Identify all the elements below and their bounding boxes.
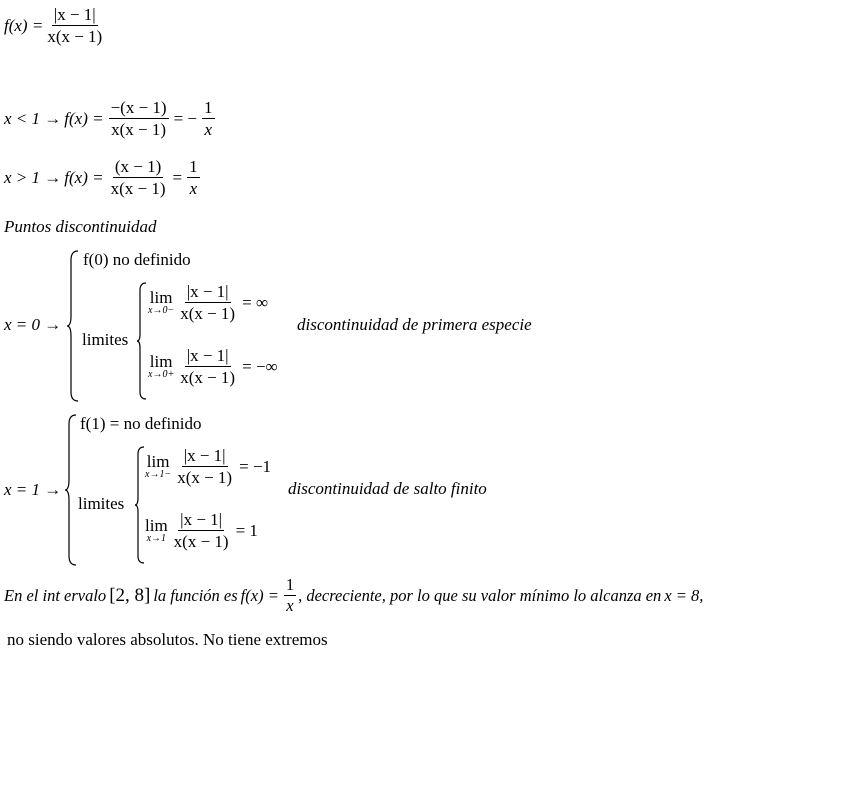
conclusion-part1: En el int ervalo (4, 586, 107, 606)
case1-lim1 (145, 453, 171, 480)
lim-word: lim (145, 516, 168, 536)
case1-lim2-fraction (172, 510, 231, 552)
numerator: |x − 1| (183, 446, 226, 465)
eq2-numerator: (x − 1) (114, 157, 162, 176)
case-x-less-1 (4, 98, 217, 140)
case0-lim2 (148, 353, 174, 380)
numerator: |x − 1| (186, 346, 229, 365)
case1-lim2-result: = 1 (235, 520, 258, 540)
eq0-lhs: f(x) = (4, 15, 44, 35)
conclusion-interval: [2, 8] (109, 585, 151, 607)
numerator: |x − 1| (186, 282, 229, 301)
case1-outer-brace (64, 414, 78, 566)
eq2-result-fraction (187, 157, 200, 199)
case0-inner-brace (136, 282, 148, 400)
case0-lim1 (148, 289, 174, 316)
case1-limit-right (145, 510, 261, 552)
conclusion-part3: , decreciente, por lo que su valor mínimo lo alcanza en (298, 586, 662, 606)
case1-limites-label: limites (78, 494, 125, 513)
eq1-denominator: x(x − 1) (111, 119, 167, 139)
eq1-condition: x < 1 → (4, 108, 62, 128)
case-x-greater-1 (4, 157, 202, 199)
conclusion-fraction (284, 576, 296, 617)
case0-lim2-result: = −∞ (242, 356, 278, 376)
case0-limit-left (148, 282, 271, 324)
eq1-fraction (109, 98, 169, 140)
case0-note: discontinuidad de primera especie (297, 315, 532, 334)
case1-lim1-result: = −1 (239, 456, 272, 476)
eq2-result-denominator: x (189, 178, 198, 198)
eq1-lhs: f(x) = (64, 108, 104, 128)
lim-word: lim (146, 452, 170, 472)
conclusion-numerator: 1 (285, 575, 295, 594)
conclusion-line1 (4, 576, 706, 617)
lim-subscript: x→0− (148, 305, 175, 317)
lim-subscript: x→0+ (148, 369, 175, 381)
lim-word: lim (149, 352, 173, 372)
eq2-denominator: x(x − 1) (110, 178, 166, 198)
conclusion-part2: la función es (153, 586, 238, 606)
lim-subscript: x→1− (145, 469, 172, 481)
discontinuity-heading: Puntos discontinuidad (4, 217, 157, 236)
eq1-result-fraction (202, 98, 215, 140)
case0-lim1-fraction (178, 282, 237, 324)
eq0-fraction (45, 5, 104, 47)
conclusion-line2: no siendo valores absolutos. No tiene extremos (7, 630, 328, 649)
conclusion-fx: f(x) = (240, 586, 279, 606)
conclusion-x-equals-8: x = 8, (664, 586, 704, 606)
case0-lim2-fraction (178, 346, 237, 388)
lim-subscript: x→1 (146, 533, 167, 545)
case1-lim1-fraction (175, 446, 234, 488)
eq1-numerator: −(x − 1) (110, 98, 167, 117)
denominator: x(x − 1) (180, 303, 236, 323)
numerator: |x − 1| (180, 510, 223, 529)
case1-f1-undefined: f(1) = no definido (80, 414, 202, 433)
eq1-equals: = − (173, 108, 198, 128)
case0-outer-brace (66, 250, 80, 402)
denominator: x(x − 1) (180, 367, 236, 387)
denominator: x(x − 1) (173, 531, 229, 551)
case0-lim1-result: = ∞ (242, 292, 269, 312)
case1-limit-left (145, 446, 274, 488)
eq2-fraction (109, 157, 168, 199)
eq2-equals: = (172, 167, 183, 187)
case0-limit-right (148, 346, 281, 388)
case0-f0-undefined: f(0) no definido (83, 250, 191, 269)
eq2-lhs: f(x) = (64, 167, 104, 187)
conclusion-denominator: x (286, 595, 294, 615)
case1-note: discontinuidad de salto finito (288, 479, 487, 498)
denominator: x(x − 1) (177, 467, 233, 487)
case0-limites-label: limites (82, 330, 129, 349)
eq1-result-denominator: x (204, 119, 213, 139)
eq2-result-numerator: 1 (189, 157, 198, 176)
eq2-condition: x > 1 → (4, 167, 62, 187)
eq1-result-numerator: 1 (204, 98, 213, 117)
case0-x: x = 0 → (4, 315, 62, 334)
eq0-numerator: |x − 1| (53, 5, 96, 24)
case1-x: x = 1 → (4, 480, 62, 499)
case1-lim2 (145, 517, 168, 544)
lim-word: lim (149, 288, 173, 308)
eq0-denominator: x(x − 1) (47, 26, 103, 46)
function-definition (4, 5, 106, 47)
